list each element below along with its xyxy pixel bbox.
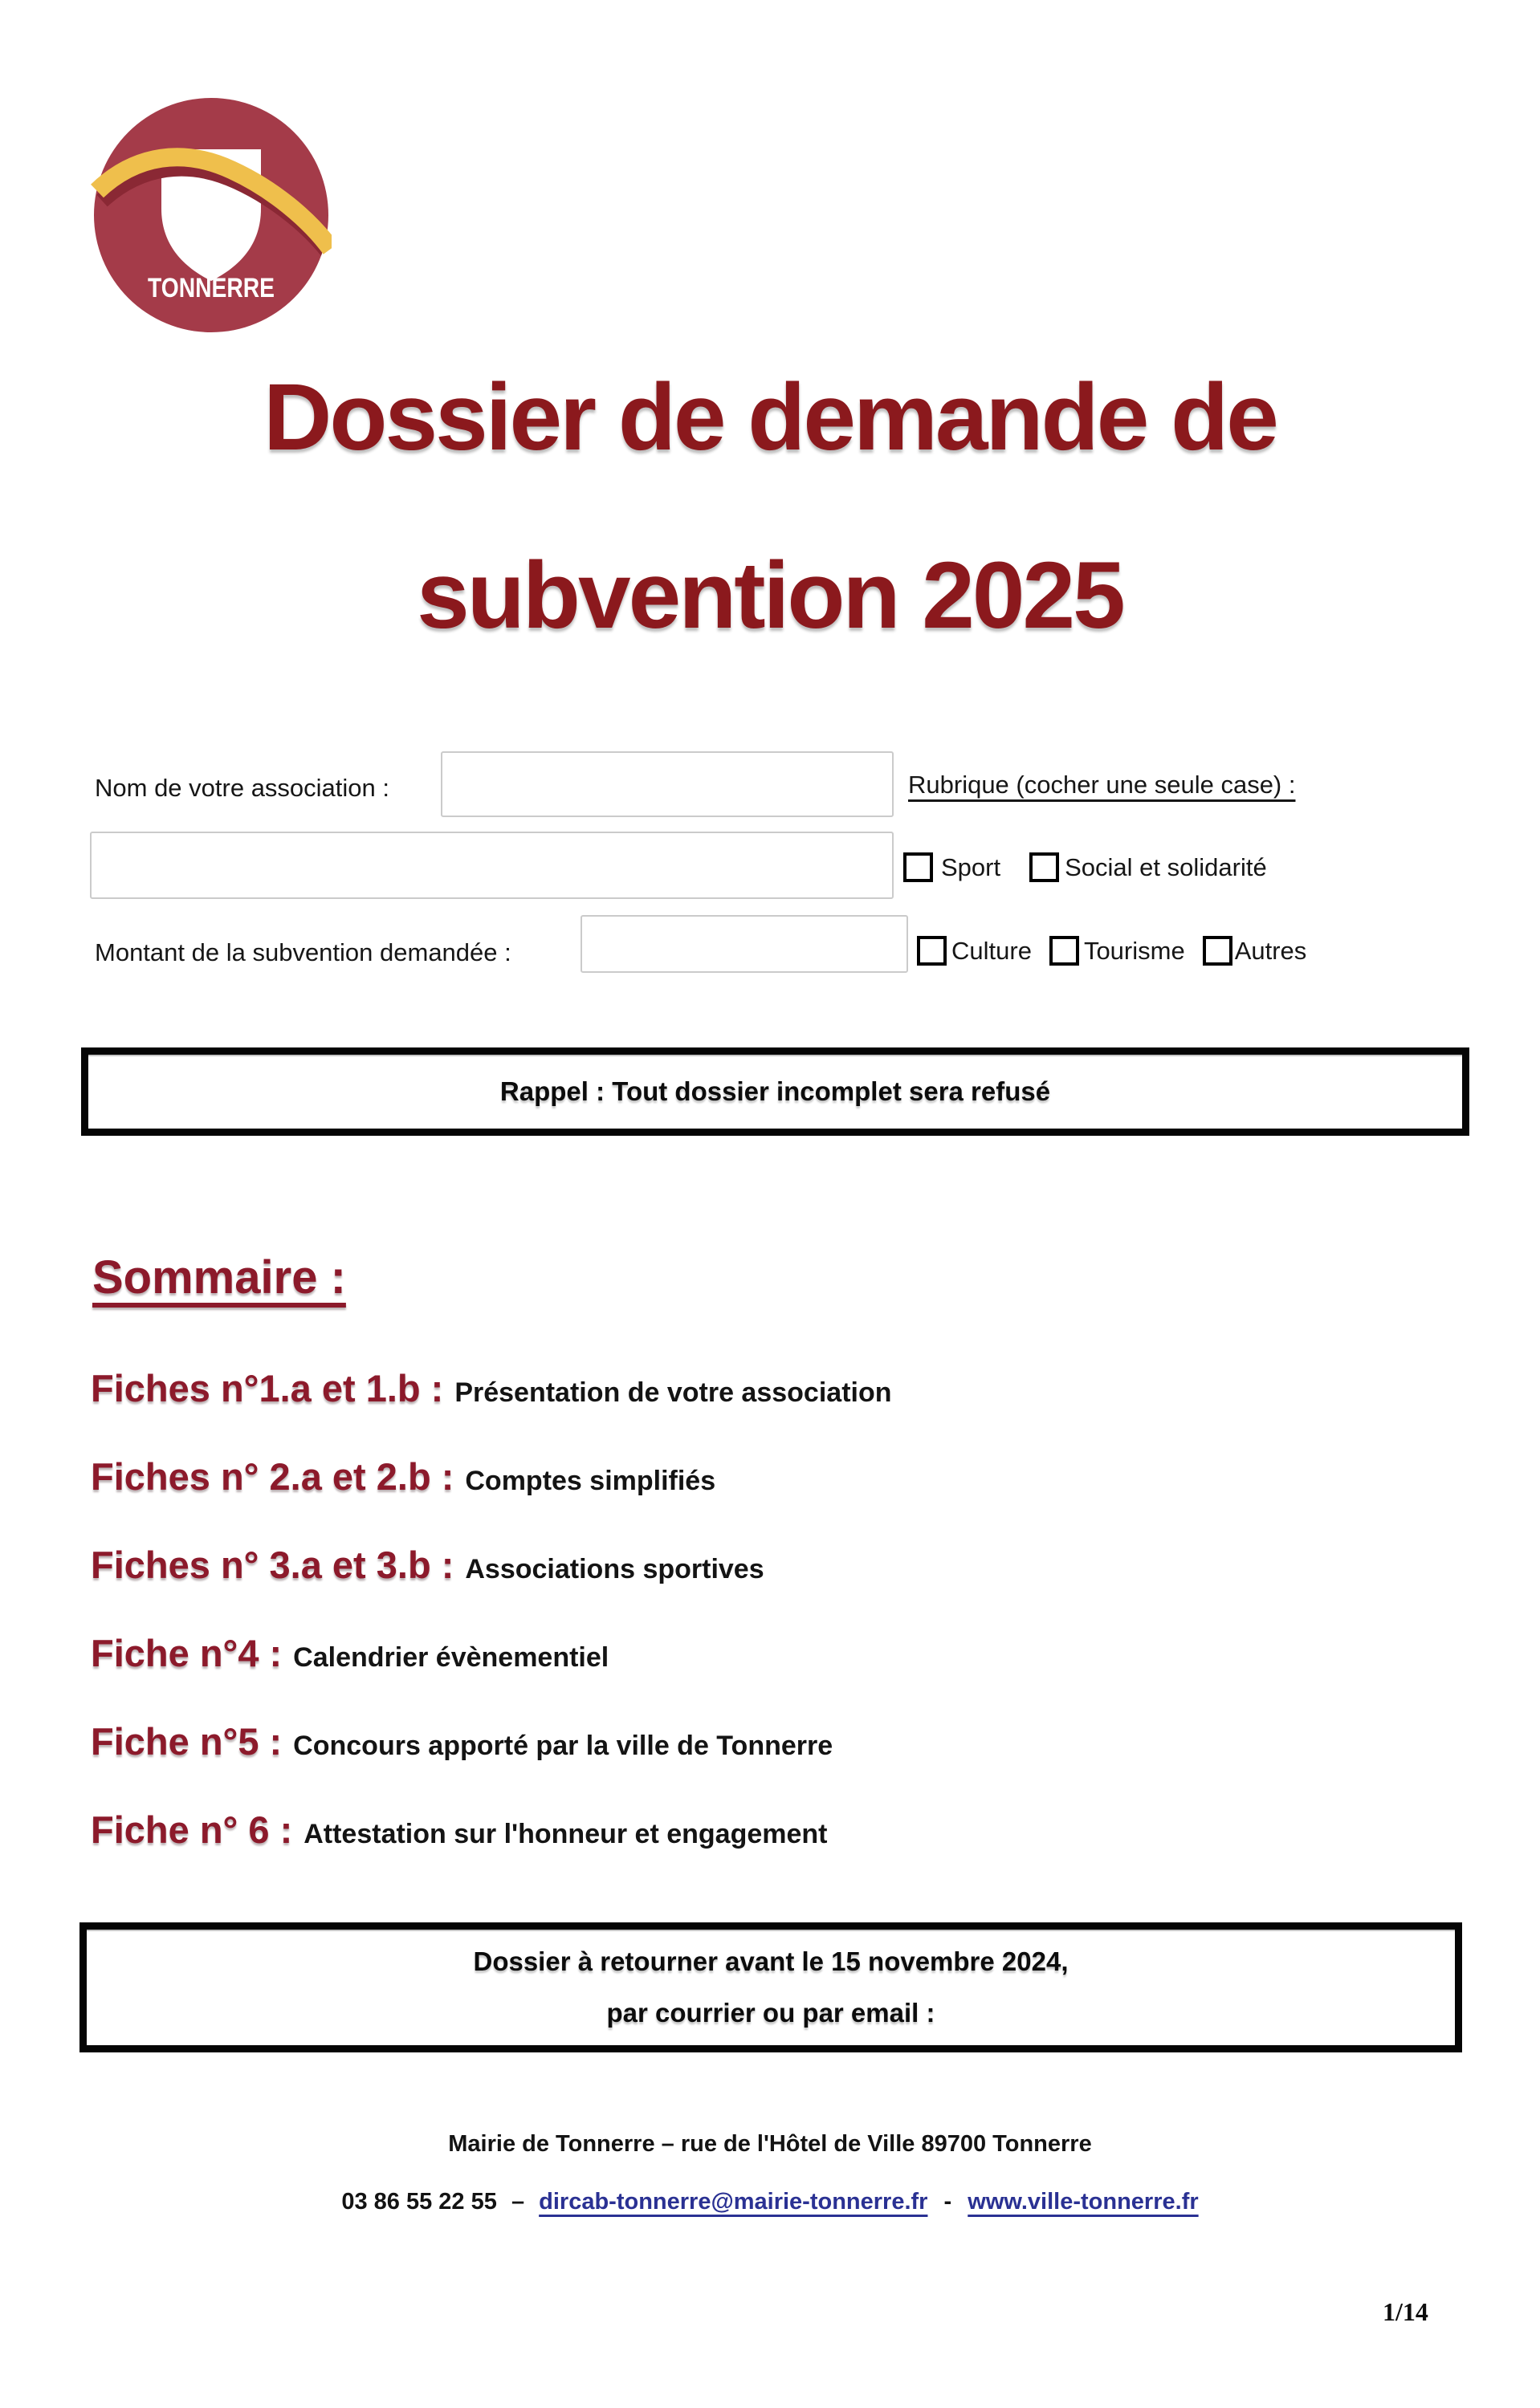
logo-wordmark: TONNERRE	[148, 273, 275, 303]
footer-phone: 03 86 55 22 55	[341, 2189, 497, 2215]
footer-contact-line	[0, 2189, 1540, 2215]
checkbox-autres-label: Autres	[1234, 936, 1307, 965]
checkbox-autres[interactable]	[1203, 936, 1232, 966]
sommaire-item-desc: Comptes simplifiés	[465, 1466, 716, 1496]
sommaire-item-desc: Concours apporté par la ville de Tonnerre	[293, 1731, 833, 1761]
association-name-input-line2[interactable]	[90, 832, 894, 899]
rubrique-row-1	[903, 852, 1267, 882]
footer-email-link[interactable]: dircab-tonnerre@mairie-tonnerre.fr	[539, 2189, 928, 2215]
checkbox-social[interactable]	[1029, 852, 1059, 882]
checkbox-culture-label: Culture	[951, 936, 1032, 965]
sommaire-heading: Sommaire :	[92, 1251, 346, 1304]
rappel-text: Rappel : Tout dossier incomplet sera refusé	[499, 1076, 1051, 1106]
tonnerre-city-logo	[91, 95, 332, 336]
footer-website-link[interactable]: www.ville-tonnerre.fr	[968, 2189, 1199, 2215]
sommaire-item-label: Fiches n° 3.a et 3.b :	[91, 1544, 454, 1586]
checkbox-social-label: Social et solidarité	[1065, 852, 1267, 881]
sommaire-item-4	[91, 1631, 609, 1675]
checkbox-tourisme[interactable]	[1049, 936, 1079, 966]
checkbox-sport-label: Sport	[941, 852, 1001, 881]
rappel-notice-box	[81, 1047, 1469, 1136]
rubrique-heading: Rubrique (cocher une seule case) :	[908, 771, 1296, 799]
return-notice-box	[79, 1922, 1462, 2052]
association-name-label: Nom de votre association :	[95, 774, 390, 802]
sommaire-item-6	[91, 1808, 828, 1852]
sommaire-item-label: Fiches n°1.a et 1.b :	[91, 1367, 444, 1409]
sommaire-item-5	[91, 1719, 833, 1763]
footer-dash-1: –	[511, 2189, 525, 2215]
sommaire-item-desc: Calendrier évènementiel	[293, 1642, 609, 1673]
sommaire-item-1	[91, 1366, 892, 1410]
sommaire-item-desc: Associations sportives	[465, 1554, 764, 1584]
association-name-input[interactable]	[441, 751, 894, 817]
document-title-line2: subvention 2025	[417, 543, 1123, 649]
footer-address: Mairie de Tonnerre – rue de l'Hôtel de Ville 89700 Tonnerre	[448, 2131, 1092, 2157]
checkbox-tourisme-label: Tourisme	[1083, 936, 1185, 965]
footer-dash-2: -	[943, 2189, 952, 2215]
sommaire-item-label: Fiche n°5 :	[91, 1720, 283, 1763]
subvention-amount-input[interactable]	[581, 915, 908, 973]
document-title-line1: Dossier de demande de	[263, 364, 1277, 470]
sommaire-item-3	[91, 1543, 764, 1587]
sommaire-item-2	[91, 1454, 715, 1499]
subvention-amount-label: Montant de la subvention demandée :	[95, 938, 511, 966]
return-notice-line2: par courrier ou par email :	[606, 1998, 935, 2028]
sommaire-item-desc: Présentation de votre association	[454, 1377, 892, 1408]
rubrique-row-2	[917, 936, 1306, 966]
sommaire-item-label: Fiches n° 2.a et 2.b :	[91, 1455, 454, 1498]
return-notice-line1: Dossier à retourner avant le 15 novembre 2024,	[473, 1946, 1069, 1976]
checkbox-culture[interactable]	[917, 936, 947, 966]
sommaire-item-label: Fiche n°4 :	[91, 1632, 283, 1674]
sommaire-item-desc: Attestation sur l'honneur et engagement	[304, 1819, 828, 1849]
page-number: 1/14	[1383, 2297, 1428, 2326]
sommaire-item-label: Fiche n° 6 :	[91, 1808, 293, 1851]
checkbox-sport[interactable]	[903, 852, 933, 882]
